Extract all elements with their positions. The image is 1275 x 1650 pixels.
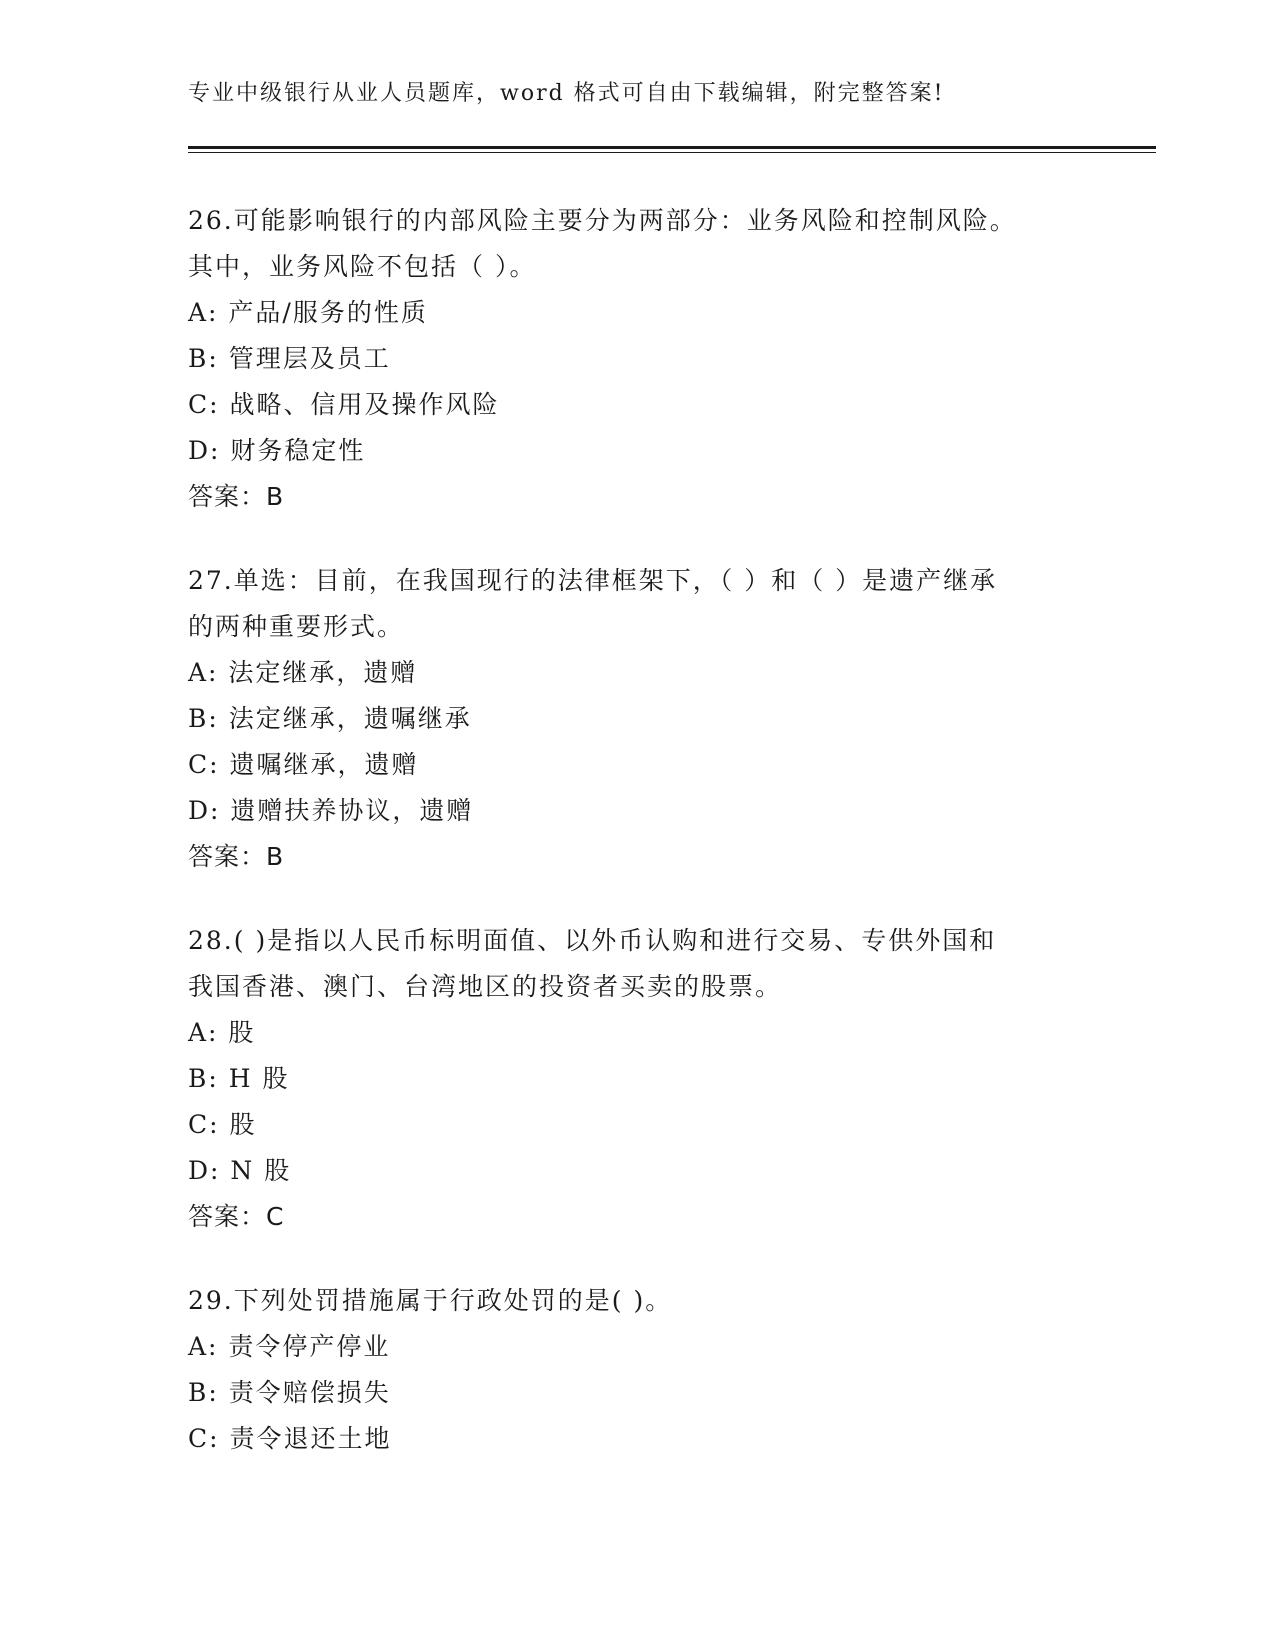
question-stem: 29.下列处罚措施属于行政处罚的是( )。 xyxy=(188,1286,673,1315)
page-header: 专业中级银行从业人员题库，word 格式可自由下载编辑，附完整答案! xyxy=(188,81,945,106)
question-stem: 的两种重要形式。 xyxy=(188,612,405,641)
answer: 答案：C xyxy=(188,1202,285,1231)
option-c: C: 责令退还土地 xyxy=(188,1424,392,1453)
question-stem: 其中，业务风险不包括（ ）。 xyxy=(188,252,537,281)
option-b: B: 法定继承，遗嘱继承 xyxy=(188,704,472,733)
option-b: B: H 股 xyxy=(188,1064,290,1093)
answer: 答案：B xyxy=(188,482,285,511)
question-28 xyxy=(188,918,1088,1240)
option-a: A: 法定继承，遗赠 xyxy=(188,658,418,687)
option-b: B: 管理层及员工 xyxy=(188,344,391,373)
question-stem: 27.单选：目前，在我国现行的法律框架下，（ ）和（ ）是遗产继承 xyxy=(188,566,998,595)
question-27 xyxy=(188,558,1088,880)
option-d: D: 财务稳定性 xyxy=(188,436,366,465)
question-29 xyxy=(188,1278,1088,1462)
question-stem: 26.可能影响银行的内部风险主要分为两部分：业务风险和控制风险。 xyxy=(188,206,1017,235)
option-b: B: 责令赔偿损失 xyxy=(188,1378,391,1407)
question-stem: 我国香港、澳门、台湾地区的投资者买卖的股票。 xyxy=(188,972,783,1001)
answer: 答案：B xyxy=(188,842,285,871)
header-rule-thick xyxy=(188,146,1156,149)
option-c: C: 战略、信用及操作风险 xyxy=(188,390,500,419)
option-d: D: 遗赠扶养协议，遗赠 xyxy=(188,796,474,825)
option-c: C: 股 xyxy=(188,1110,257,1139)
question-stem: 28.( )是指以人民币标明面值、以外币认购和进行交易、专供外国和 xyxy=(188,926,997,955)
option-c: C: 遗嘱继承，遗赠 xyxy=(188,750,419,779)
header-rule-thin xyxy=(188,152,1156,153)
option-a: A: 产品/服务的性质 xyxy=(188,298,428,327)
option-a: A: 责令停产停业 xyxy=(188,1332,391,1361)
option-d: D: N 股 xyxy=(188,1156,292,1185)
question-26 xyxy=(188,198,1088,520)
option-a: A: 股 xyxy=(188,1018,256,1047)
